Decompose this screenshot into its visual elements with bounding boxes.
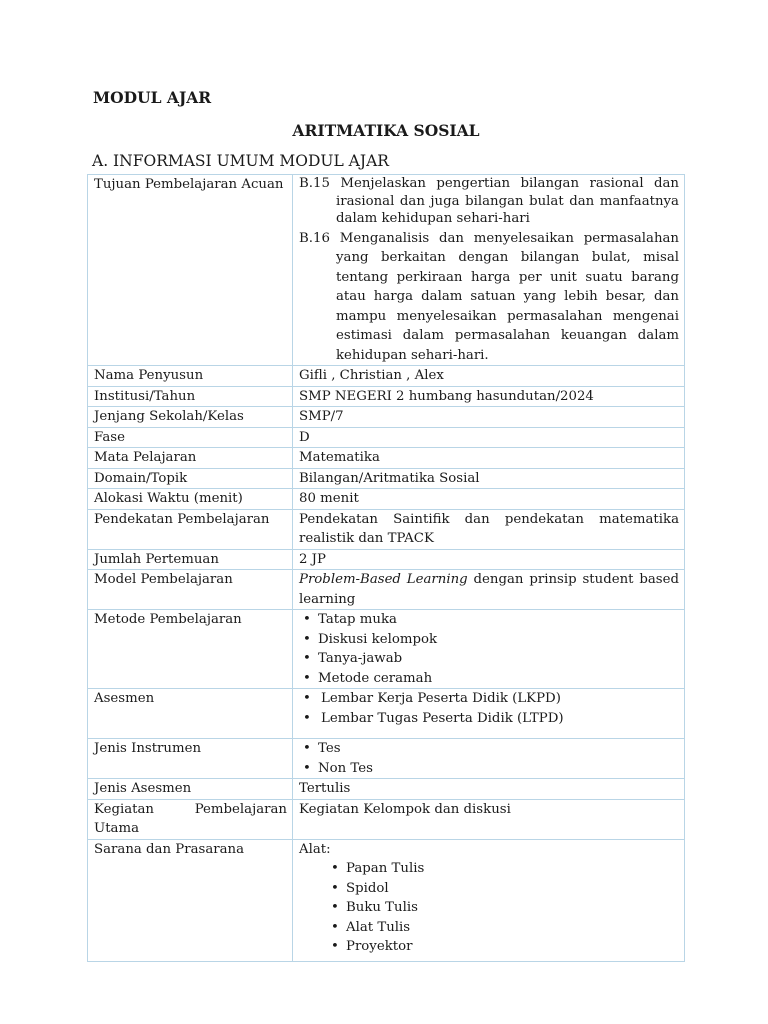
- section-heading: A. INFORMASI UMUM MODUL AJAR: [92, 152, 389, 170]
- list-item: • Proyektor: [327, 937, 679, 957]
- row-key: Jenis Instrumen: [88, 739, 293, 779]
- list-item: • Spidol: [327, 879, 679, 899]
- row-key: Tujuan Pembelajaran Acuan: [88, 175, 293, 366]
- row-key: Jenjang Sekolah/Kelas: [88, 407, 293, 428]
- sarana-label: Alat:: [299, 841, 331, 857]
- row-value: [293, 610, 685, 689]
- list-item: • Lembar Tugas Peserta Didik (LTPD): [299, 709, 679, 729]
- table-row: [88, 779, 685, 800]
- list-item: • Buku Tulis: [327, 898, 679, 918]
- row-value: 80 menit: [293, 489, 685, 510]
- list-item: • Alat Tulis: [327, 918, 679, 938]
- row-value: [293, 689, 685, 739]
- table-row: [88, 839, 685, 961]
- table-row: [88, 549, 685, 570]
- table-row: [88, 799, 685, 839]
- row-key: Model Pembelajaran: [88, 570, 293, 610]
- goal-b15: [299, 175, 679, 228]
- row-key: Jumlah Pertemuan: [88, 549, 293, 570]
- row-key: Fase: [88, 427, 293, 448]
- row-key: Pendekatan Pembelajaran: [88, 509, 293, 549]
- table-row: [88, 610, 685, 689]
- row-key: Metode Pembelajaran: [88, 610, 293, 689]
- goal-b16: [299, 229, 679, 366]
- list-item: • Papan Tulis: [327, 859, 679, 879]
- goal-code: B.15: [299, 176, 330, 191]
- goal-text: Menjelaskan pengertian bilangan rasional dan irasional dan juga bilangan bulat dan manfaatnya dalam kehidupan sehari-hari: [336, 176, 679, 226]
- row-value: Tertulis: [293, 779, 685, 800]
- model-desc: dengan prinsip student based learning: [299, 572, 679, 607]
- goal-code: B.16: [299, 230, 330, 246]
- table-row: [88, 509, 685, 549]
- row-value: [293, 175, 685, 366]
- row-value: SMP/7: [293, 407, 685, 428]
- row-value: [293, 739, 685, 779]
- row-key: Asesmen: [88, 689, 293, 739]
- table-row: [88, 366, 685, 387]
- row-key: Mata Pelajaran: [88, 448, 293, 469]
- list-item: • Tanya-jawab: [299, 649, 679, 669]
- list-item: • Metode ceramah: [299, 669, 679, 689]
- list-item: • Tes: [299, 739, 679, 759]
- row-value: 2 JP: [293, 549, 685, 570]
- row-key: Jenis Asesmen: [88, 779, 293, 800]
- row-key: Nama Penyusun: [88, 366, 293, 387]
- table-row: [88, 489, 685, 510]
- row-key: Institusi/Tahun: [88, 386, 293, 407]
- row-value: SMP NEGERI 2 humbang hasundutan/2024: [293, 386, 685, 407]
- row-value: [293, 570, 685, 610]
- table-row: [88, 468, 685, 489]
- table-row: [88, 407, 685, 428]
- list-item: • Non Tes: [299, 759, 679, 779]
- metode-list: [299, 610, 679, 688]
- row-value: Gifli , Christian , Alex: [293, 366, 685, 387]
- row-key: Kegiatan Pembelajaran Utama: [88, 799, 293, 839]
- table-row: [88, 427, 685, 448]
- row-key: Alokasi Waktu (menit): [88, 489, 293, 510]
- sarana-list: [299, 859, 679, 957]
- row-value: [293, 839, 685, 961]
- row-key: Domain/Topik: [88, 468, 293, 489]
- row-value: Pendekatan Saintifik dan pendekatan matematika realistik dan TPACK: [293, 509, 685, 549]
- list-item: • Lembar Kerja Peserta Didik (LKPD): [299, 689, 679, 709]
- table-row: [88, 570, 685, 610]
- instrumen-list: [299, 739, 679, 778]
- row-value: Matematika: [293, 448, 685, 469]
- row-value: Kegiatan Kelompok dan diskusi: [293, 799, 685, 839]
- row-key: Sarana dan Prasarana: [88, 839, 293, 961]
- list-item: • Tatap muka: [299, 610, 679, 630]
- table-row: [88, 175, 685, 366]
- table-row: [88, 739, 685, 779]
- model-name: Problem-Based Learning: [299, 572, 468, 587]
- list-item: • Diskusi kelompok: [299, 630, 679, 650]
- table-row: [88, 689, 685, 739]
- asesmen-list: [299, 689, 679, 728]
- row-value: Bilangan/Aritmatika Sosial: [293, 468, 685, 489]
- doc-title: MODUL AJAR: [93, 88, 212, 107]
- info-table: [87, 174, 685, 962]
- doc-subtitle: ARITMATIKA SOSIAL: [292, 121, 480, 140]
- table-row: [88, 448, 685, 469]
- goal-text: Menganalisis dan menyelesaikan permasalahan yang berkaitan dengan bilangan bulat, misal tentang perkiraan harga per unit suatu barang atau harga dalam satuan yang lebih besar, dan mampu menyelesaikan permasalahan mengenai estimasi dalam permasalahan keuangan dalam kehidupan sehari-hari.: [336, 230, 679, 363]
- row-value: D: [293, 427, 685, 448]
- table-row: [88, 386, 685, 407]
